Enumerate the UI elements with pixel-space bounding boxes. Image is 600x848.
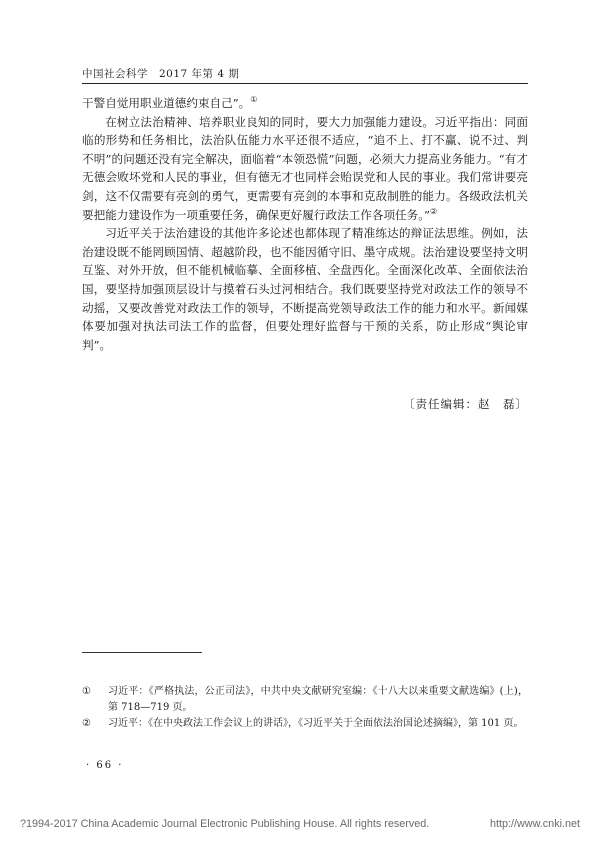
copyright-bar	[20, 818, 580, 830]
paragraph-1	[82, 94, 528, 113]
running-header: 中国社会科学 2017 年第 4 期	[82, 68, 240, 80]
copyright-notice: ?1994-2017 China Academic Journal Electronic Publishing House. All rights reserved.	[20, 818, 430, 830]
footnote-1	[82, 684, 528, 715]
header-rule	[82, 83, 528, 84]
footnotes	[82, 684, 528, 733]
footnote-1-mark: ①	[82, 686, 91, 697]
footnote-ref-2[interactable]: ②	[429, 206, 438, 216]
paragraph-2-text: 在树立法治精神、培养职业良知的同时，要大力加强能力建设。习近平指出：同面临的形势和任务相比，法治队伍能力水平还很不适应，“追不上、打不赢、说不过、判不明”的问题还没有完全解决，面临着“本领恐慌”问题，必须大力提高业务能力。“有才无德会败坏党和人民的事业，但有德无才也同样会贻误党和人民的事业。我们常讲要亮剑，这不仅需要有亮剑的勇气，更需要有亮剑的本事和克敌制胜的能力。各级政法机关要把能力建设作为一项重要任务，确保更好履行政法工作各项任务。”	[82, 114, 528, 222]
footnote-ref-1[interactable]: ①	[250, 95, 258, 105]
footnote-2-text: 习近平：《在中央政法工作会议上的讲话》，《习近平关于全面依法治国论述摘编》，第 101 页。	[108, 718, 524, 729]
responsible-editor: 〔责任编辑：赵 磊〕	[403, 397, 528, 411]
paragraph-2	[82, 113, 528, 225]
footnote-2-mark: ②	[82, 718, 91, 729]
footnote-rule	[82, 652, 202, 653]
article-body	[82, 94, 528, 354]
footnote-2	[82, 716, 528, 732]
page-number: · 66 ·	[86, 760, 124, 771]
paragraph-3: 习近平关于法治建设的其他许多论述也都体现了精准练达的辩证法思维。例如，法治建设既不能罔顾国情、超越阶段，也不能因循守旧、墨守成规。法治建设要坚持文明互鉴、对外开放，但不能机械临摹、全面移植、全盘西化。全面深化改革、全面依法治国，要坚持加强顶层设计与摸着石头过河相结合。我们既要坚持党对政法工作的领导不动摇，又要改善党对政法工作的领导，不断提高党领导政法工作的能力和水平。新闻媒体要加强对执法司法工作的监督，但要处理好监督与干预的关系，防止形成“舆论审判”。	[82, 226, 528, 352]
paragraph-1-text: 干警自觉用职业道德约束自己”。	[82, 96, 251, 110]
footnote-1-text: 习近平：《严格执法，公正司法》，中共中央文献研究室编：《十八大以来重要文献选编》(上)，第 718—719 页。	[108, 686, 528, 713]
cnki-link[interactable]: http://www.cnki.net	[489, 818, 580, 830]
